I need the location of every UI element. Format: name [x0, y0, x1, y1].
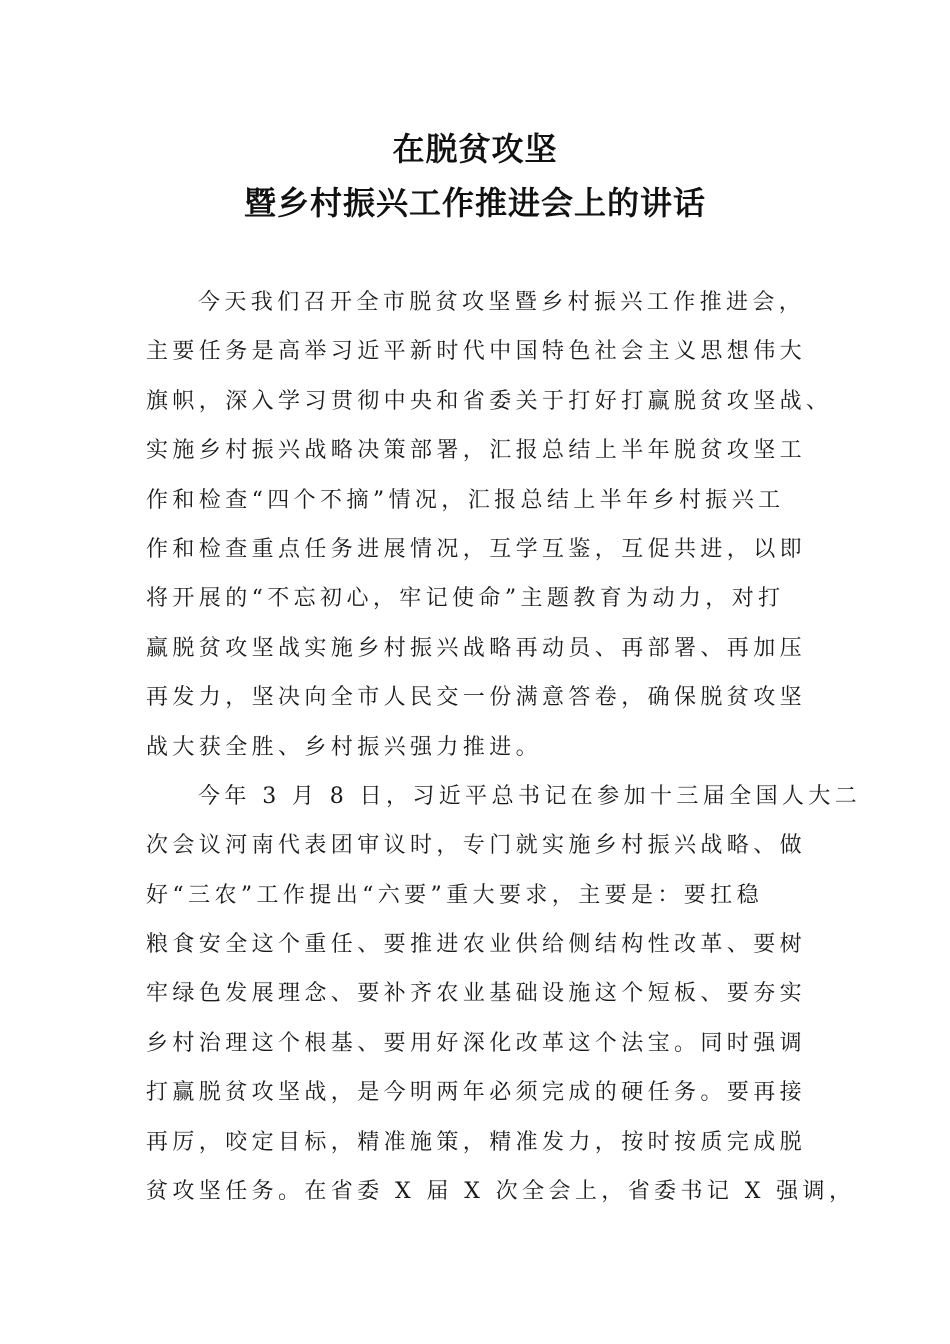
- paragraph-line: 好“三农”工作提出“六要”重大要求，主要是：要扛稳: [146, 882, 763, 908]
- document-title: [0, 122, 950, 230]
- paragraph-line: 旗帜，深入学习贯彻中央和省委关于打好打赢脱贫攻坚战、: [146, 388, 833, 414]
- paragraph-line: 战大获全胜、乡村振兴强力推进。: [146, 734, 543, 760]
- paragraph-2: [146, 772, 862, 1217]
- paragraph-line: 再厉，咬定目标，精准施策，精准发力，按时按质完成脱: [146, 1129, 807, 1155]
- paragraph-line: 将开展的“不忘初心，牢记使命”主题教育为动力，对打: [146, 586, 785, 612]
- paragraph-line: 贫攻坚任务。在省委 X 届 X 次全会上，省委书记 X 强调，: [146, 1179, 856, 1205]
- paragraph-line: 乡村治理这个根基、要用好深化改革这个法宝。同时强调: [146, 1030, 807, 1056]
- paragraph-line: 赢脱贫攻坚战实施乡村振兴战略再动员、再部署、再加压: [146, 635, 807, 661]
- paragraph-line: 主要任务是高举习近平新时代中国特色社会主义思想伟大: [146, 339, 807, 365]
- paragraph-line: 牢绿色发展理念、要补齐农业基础设施这个短板、要夯实: [146, 981, 807, 1007]
- title-line-2: 暨乡村振兴工作推进会上的讲话: [243, 184, 706, 222]
- document-body: [146, 278, 862, 1216]
- paragraph-line: 粮食安全这个重任、要推进农业供给侧结构性改革、要树: [146, 932, 807, 958]
- paragraph-line: 再发力，坚决向全市人民交一份满意答卷，确保脱贫攻坚: [146, 685, 807, 711]
- paragraph-1: [146, 278, 833, 772]
- paragraph-line: 实施乡村振兴战略决策部署，汇报总结上半年脱贫攻坚工: [146, 438, 807, 464]
- paragraph-line: 今天我们召开全市脱贫攻坚暨乡村振兴工作推进会，: [198, 290, 806, 315]
- paragraph-line: 次会议河南代表团审议时，专门就实施乡村振兴战略、做: [146, 833, 807, 859]
- paragraph-line: 今年 3 月 8 日，习近平总书记在参加十三届全国人大二: [198, 783, 862, 809]
- paragraph-line: 作和检查重点任务进展情况，互学互鉴，互促共进，以即: [146, 536, 807, 562]
- paragraph-line: 打赢脱贫攻坚战，是今明两年必须完成的硬任务。要再接: [146, 1080, 807, 1106]
- paragraph-line: 作和检查“四个不摘”情况，汇报总结上半年乡村振兴工: [146, 487, 785, 513]
- title-line-1: 在脱贫攻坚: [392, 130, 558, 168]
